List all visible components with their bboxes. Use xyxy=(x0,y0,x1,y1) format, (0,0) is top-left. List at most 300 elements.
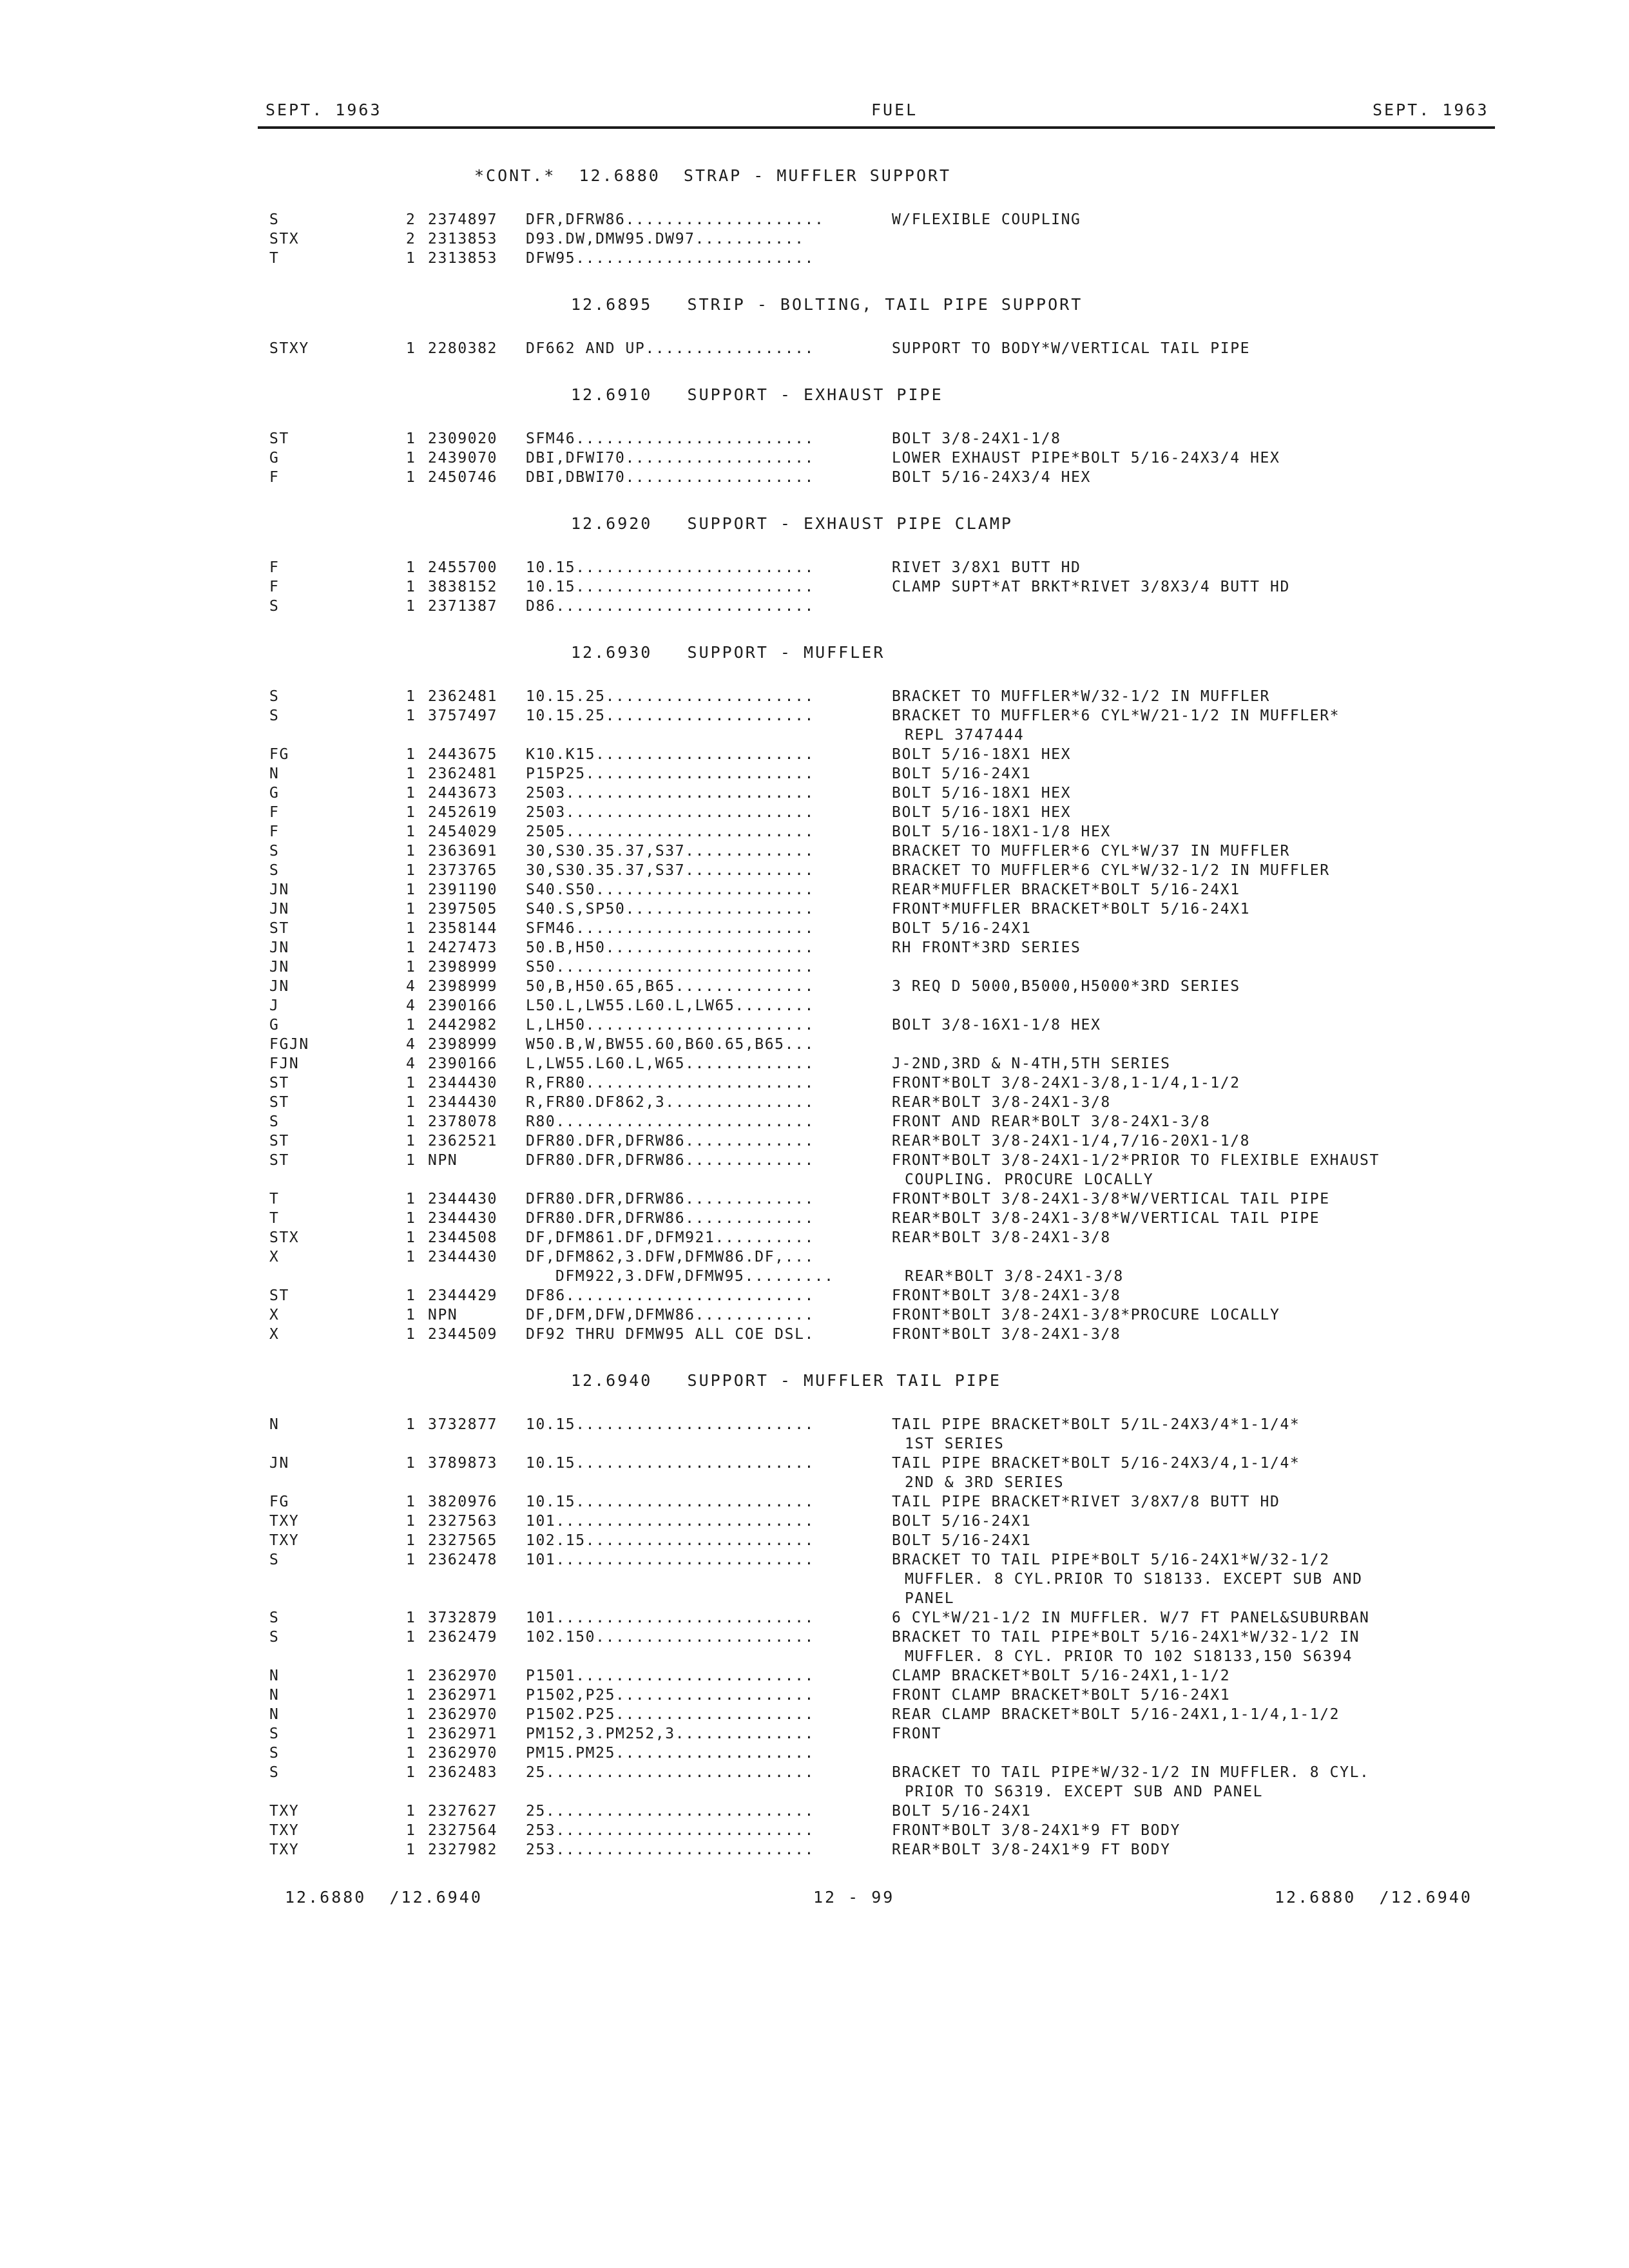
part-number: 2344430 xyxy=(428,1094,498,1111)
model-applicability: 10.15.25..................... xyxy=(526,688,815,705)
part-number: 2397505 xyxy=(428,901,498,918)
model-applicability: PM152,3.PM252,3.............. xyxy=(526,1725,815,1742)
parts-row xyxy=(0,1494,1629,1513)
model-applicability: DF92 THRU DFMW95 ALL COE DSL. xyxy=(526,1326,815,1343)
part-number: NPN xyxy=(428,1307,458,1323)
part-number: 2280382 xyxy=(428,340,498,357)
part-description: CLAMP BRACKET*BOLT 5/16-24X1,1-1/2 xyxy=(892,1667,1231,1684)
part-description: BOLT 5/16-24X1 xyxy=(892,920,1032,937)
quantity: 1 xyxy=(406,1249,416,1265)
quantity: 1 xyxy=(406,1513,416,1530)
part-number: 2443675 xyxy=(428,746,498,763)
model-applicability: DFR80.DFR,DFRW86............. xyxy=(526,1133,815,1149)
model-applicability: DFR80.DFR,DFRW86............. xyxy=(526,1210,815,1227)
part-number: 2391190 xyxy=(428,881,498,898)
part-description: J-2ND,3RD & N-4TH,5TH SERIES xyxy=(892,1055,1171,1072)
quantity: 1 xyxy=(406,1841,416,1858)
item-continuation-line xyxy=(0,1474,1629,1494)
quantity: 1 xyxy=(406,450,416,466)
series-code: JN xyxy=(269,939,289,956)
model-applicability: DF662 AND UP................. xyxy=(526,340,815,357)
parts-row xyxy=(0,469,1629,488)
parts-row xyxy=(0,430,1629,450)
part-number: 3820976 xyxy=(428,1494,498,1510)
model-applicability: L50.L,LW55.L60.L,LW65........ xyxy=(526,997,815,1014)
parts-row xyxy=(0,1094,1629,1113)
model-applicability: 25........................... xyxy=(526,1764,815,1781)
series-code: N xyxy=(269,1416,280,1433)
part-description: FRONT AND REAR*BOLT 3/8-24X1-3/8 xyxy=(892,1113,1211,1130)
parts-row xyxy=(0,1249,1629,1268)
quantity: 1 xyxy=(406,959,416,975)
series-code: STXY xyxy=(269,340,309,357)
series-code: S xyxy=(269,862,280,879)
section-header xyxy=(0,381,1629,411)
quantity: 1 xyxy=(406,688,416,705)
model-applicability: DF,DFM862,3.DFW,DFMW86.DF,... xyxy=(526,1249,815,1265)
part-description: REAR*BOLT 3/8-24X1-3/8 xyxy=(892,1229,1111,1246)
model-applicability: 10.15.25..................... xyxy=(526,707,815,724)
parts-row xyxy=(0,211,1629,231)
section-title: 12.6910 SUPPORT - EXHAUST PIPE xyxy=(571,385,943,404)
parts-row xyxy=(0,1307,1629,1326)
parts-row xyxy=(0,978,1629,997)
part-description: BOLT 5/16-24X1 xyxy=(892,765,1032,782)
part-number: 2427473 xyxy=(428,939,498,956)
quantity: 1 xyxy=(406,1229,416,1246)
parts-row xyxy=(0,559,1629,579)
part-description: RIVET 3/8X1 BUTT HD xyxy=(892,559,1081,576)
section-header xyxy=(0,291,1629,321)
quantity: 1 xyxy=(406,579,416,595)
quantity: 1 xyxy=(406,1210,416,1227)
model-applicability: DFR80.DFR,DFRW86............. xyxy=(526,1152,815,1169)
part-number: 2443673 xyxy=(428,785,498,802)
series-code: X xyxy=(269,1307,280,1323)
part-number: NPN xyxy=(428,1152,458,1169)
section-spacer xyxy=(0,1345,1629,1367)
model-continuation: DFM922,3.DFW,DFMW95......... xyxy=(555,1268,834,1285)
section-header xyxy=(0,639,1629,669)
part-number: 2362970 xyxy=(428,1667,498,1684)
description-continuation: REAR*BOLT 3/8-24X1-3/8 xyxy=(905,1268,1124,1285)
part-description: BOLT 5/16-18X1 HEX xyxy=(892,785,1072,802)
quantity: 1 xyxy=(406,785,416,802)
part-number: 2363691 xyxy=(428,843,498,860)
part-number: 2327565 xyxy=(428,1532,498,1549)
section-title: 12.6895 STRIP - BOLTING, TAIL PIPE SUPPORT xyxy=(571,295,1083,314)
section-header xyxy=(0,1367,1629,1397)
quantity: 1 xyxy=(406,1803,416,1820)
parts-row xyxy=(0,1455,1629,1474)
quantity: 1 xyxy=(406,1326,416,1343)
quantity: 1 xyxy=(406,1532,416,1549)
quantity: 1 xyxy=(406,920,416,937)
description-continuation: 2ND & 3RD SERIES xyxy=(905,1474,1065,1491)
part-description: FRONT*BOLT 3/8-24X1-3/8 xyxy=(892,1326,1121,1343)
quantity: 1 xyxy=(406,430,416,447)
section-title: 12.6920 SUPPORT - EXHAUST PIPE CLAMP xyxy=(571,514,1013,533)
model-applicability: 253.......................... xyxy=(526,1822,815,1839)
model-applicability: DFW95........................ xyxy=(526,250,815,267)
section-spacer xyxy=(0,1861,1629,1883)
section-header xyxy=(0,510,1629,540)
part-number: 2362970 xyxy=(428,1745,498,1762)
part-description: FRONT*MUFFLER BRACKET*BOLT 5/16-24X1 xyxy=(892,901,1251,918)
series-code: S xyxy=(269,707,280,724)
parts-row xyxy=(0,804,1629,823)
header-date-left: SEPT. 1963 xyxy=(265,101,382,119)
model-applicability: 101.......................... xyxy=(526,1552,815,1568)
section-spacer xyxy=(0,617,1629,639)
part-description: BOLT 5/16-24X1 xyxy=(892,1513,1032,1530)
parts-row xyxy=(0,997,1629,1017)
series-code: JN xyxy=(269,881,289,898)
model-applicability: P15P25....................... xyxy=(526,765,815,782)
part-description: REAR*BOLT 3/8-24X1-3/8*W/VERTICAL TAIL PIPE xyxy=(892,1210,1320,1227)
parts-row xyxy=(0,1629,1629,1648)
part-number: 2390166 xyxy=(428,1055,498,1072)
quantity: 1 xyxy=(406,862,416,879)
item-continuation-line xyxy=(0,1571,1629,1590)
quantity: 1 xyxy=(406,823,416,840)
quantity: 1 xyxy=(406,1113,416,1130)
part-number: 2313853 xyxy=(428,250,498,267)
part-description: LOWER EXHAUST PIPE*BOLT 5/16-24X3/4 HEX xyxy=(892,450,1280,466)
part-description: BRACKET TO MUFFLER*W/32-1/2 IN MUFFLER xyxy=(892,688,1270,705)
catalog-section xyxy=(0,1367,1629,1883)
model-applicability: 2505......................... xyxy=(526,823,815,840)
part-description: 6 CYL*W/21-1/2 IN MUFFLER. W/7 FT PANEL&SUBURBAN xyxy=(892,1610,1370,1626)
part-description: BOLT 3/8-16X1-1/8 HEX xyxy=(892,1017,1101,1033)
quantity: 1 xyxy=(406,559,416,576)
series-code: G xyxy=(269,450,280,466)
model-applicability: 10.15........................ xyxy=(526,1455,815,1472)
part-description: BOLT 5/16-24X1 xyxy=(892,1532,1032,1549)
series-code: JN xyxy=(269,978,289,995)
part-description: REAR*BOLT 3/8-24X1*9 FT BODY xyxy=(892,1841,1171,1858)
model-applicability: DF,DFM,DFW,DFMW86............ xyxy=(526,1307,815,1323)
description-continuation: COUPLING. PROCURE LOCALLY xyxy=(905,1171,1154,1188)
part-number: 3757497 xyxy=(428,707,498,724)
model-applicability: 102.15....................... xyxy=(526,1532,815,1549)
part-description: REAR*BOLT 3/8-24X1-1/4,7/16-20X1-1/8 xyxy=(892,1133,1251,1149)
section-spacer xyxy=(0,269,1629,291)
part-description: BRACKET TO TAIL PIPE*BOLT 5/16-24X1*W/32-1/2 xyxy=(892,1552,1330,1568)
part-number: 2344508 xyxy=(428,1229,498,1246)
header-rule xyxy=(258,126,1495,129)
part-description: BRACKET TO MUFFLER*6 CYL*W/21-1/2 IN MUFFLER* xyxy=(892,707,1340,724)
series-code: F xyxy=(269,823,280,840)
series-code: N xyxy=(269,1706,280,1723)
parts-row xyxy=(0,1152,1629,1171)
quantity: 1 xyxy=(406,939,416,956)
model-applicability: 101.......................... xyxy=(526,1513,815,1530)
part-number: 2358144 xyxy=(428,920,498,937)
item-continuation-line xyxy=(0,1268,1629,1287)
parts-row xyxy=(0,1133,1629,1152)
series-code: STX xyxy=(269,231,300,247)
item-continuation-line xyxy=(0,727,1629,746)
part-number: 3732877 xyxy=(428,1416,498,1433)
footer-page-number: 12 - 99 xyxy=(813,1888,895,1907)
quantity: 1 xyxy=(406,1745,416,1762)
part-number: 2344429 xyxy=(428,1287,498,1304)
part-number: 3789873 xyxy=(428,1455,498,1472)
part-number: 2398999 xyxy=(428,1036,498,1053)
item-continuation-line xyxy=(0,1436,1629,1455)
series-code: T xyxy=(269,1210,280,1227)
model-applicability: DF,DFM861.DF,DFM921.......... xyxy=(526,1229,815,1246)
part-description: BRACKET TO TAIL PIPE*BOLT 5/16-24X1*W/32-1/2 IN xyxy=(892,1629,1360,1646)
part-number: 2327627 xyxy=(428,1803,498,1820)
part-description: TAIL PIPE BRACKET*BOLT 5/16-24X3/4,1-1/4* xyxy=(892,1455,1300,1472)
series-code: ST xyxy=(269,430,289,447)
part-number: 2398999 xyxy=(428,959,498,975)
part-number: 2362970 xyxy=(428,1706,498,1723)
series-code: ST xyxy=(269,1094,289,1111)
part-description: 3 REQ D 5000,B5000,H5000*3RD SERIES xyxy=(892,978,1240,995)
series-code: X xyxy=(269,1326,280,1343)
parts-row xyxy=(0,688,1629,707)
part-description: BOLT 5/16-24X1 xyxy=(892,1803,1032,1820)
part-number: 2362971 xyxy=(428,1725,498,1742)
series-code: ST xyxy=(269,1075,289,1091)
quantity: 1 xyxy=(406,250,416,267)
series-code: F xyxy=(269,804,280,821)
parts-row xyxy=(0,598,1629,617)
part-description: TAIL PIPE BRACKET*RIVET 3/8X7/8 BUTT HD xyxy=(892,1494,1280,1510)
footer-range-right: 12.6880 /12.6940 xyxy=(1275,1888,1472,1907)
parts-row xyxy=(0,843,1629,862)
part-description: REAR CLAMP BRACKET*BOLT 5/16-24X1,1-1/4,1-1/2 xyxy=(892,1706,1340,1723)
item-continuation-line xyxy=(0,1783,1629,1803)
parts-row xyxy=(0,1841,1629,1861)
series-code: S xyxy=(269,1764,280,1781)
part-description: FRONT*BOLT 3/8-24X1-3/8*PROCURE LOCALLY xyxy=(892,1307,1280,1323)
parts-row xyxy=(0,1725,1629,1745)
quantity: 4 xyxy=(406,1055,416,1072)
parts-row xyxy=(0,1326,1629,1345)
part-number: 2450746 xyxy=(428,469,498,486)
model-applicability: DBI,DFWI70................... xyxy=(526,450,815,466)
part-description: BRACKET TO MUFFLER*6 CYL*W/37 IN MUFFLER xyxy=(892,843,1290,860)
part-description: REAR*MUFFLER BRACKET*BOLT 5/16-24X1 xyxy=(892,881,1240,898)
part-description: BRACKET TO MUFFLER*6 CYL*W/32-1/2 IN MUFFLER xyxy=(892,862,1330,879)
parts-row xyxy=(0,1764,1629,1783)
parts-row xyxy=(0,1113,1629,1133)
model-applicability: DFR,DFRW86.................... xyxy=(526,211,825,228)
model-applicability: 25........................... xyxy=(526,1803,815,1820)
series-code: FJN xyxy=(269,1055,300,1072)
model-applicability: 10.15........................ xyxy=(526,1416,815,1433)
series-code: ST xyxy=(269,1152,289,1169)
quantity: 1 xyxy=(406,843,416,860)
part-number: 2442982 xyxy=(428,1017,498,1033)
quantity: 1 xyxy=(406,1687,416,1704)
model-applicability: 50,B,H50.65,B65.............. xyxy=(526,978,815,995)
quantity: 1 xyxy=(406,901,416,918)
item-continuation-line xyxy=(0,1590,1629,1610)
part-description: BOLT 5/16-24X3/4 HEX xyxy=(892,469,1091,486)
parts-row xyxy=(0,579,1629,598)
parts-row xyxy=(0,1706,1629,1725)
part-description: BOLT 5/16-18X1-1/8 HEX xyxy=(892,823,1111,840)
series-code: S xyxy=(269,1610,280,1626)
model-applicability: SFM46........................ xyxy=(526,920,815,937)
quantity: 1 xyxy=(406,1152,416,1169)
quantity: 1 xyxy=(406,1133,416,1149)
parts-catalog-body xyxy=(0,162,1629,1883)
model-applicability: P1502,P25.................... xyxy=(526,1687,815,1704)
parts-row xyxy=(0,746,1629,765)
model-applicability: DBI,DBWI70................... xyxy=(526,469,815,486)
description-continuation: 1ST SERIES xyxy=(905,1436,1005,1452)
part-number: 2313853 xyxy=(428,231,498,247)
part-number: 2327563 xyxy=(428,1513,498,1530)
parts-row xyxy=(0,231,1629,250)
parts-row xyxy=(0,862,1629,881)
part-number: 2344430 xyxy=(428,1249,498,1265)
parts-row xyxy=(0,1191,1629,1210)
parts-row xyxy=(0,250,1629,269)
model-applicability: R,FR80.DF862,3............... xyxy=(526,1094,815,1111)
section-title: 12.6940 SUPPORT - MUFFLER TAIL PIPE xyxy=(571,1371,1001,1390)
parts-row xyxy=(0,1017,1629,1036)
quantity: 4 xyxy=(406,997,416,1014)
part-description: FRONT*BOLT 3/8-24X1-3/8,1-1/4,1-1/2 xyxy=(892,1075,1240,1091)
parts-row xyxy=(0,901,1629,920)
model-applicability: 10.15........................ xyxy=(526,559,815,576)
model-applicability: PM15.PM25.................... xyxy=(526,1745,815,1762)
quantity: 1 xyxy=(406,1552,416,1568)
parts-row xyxy=(0,1287,1629,1307)
model-applicability: DFR80.DFR,DFRW86............. xyxy=(526,1191,815,1207)
quantity: 1 xyxy=(406,1191,416,1207)
series-code: JN xyxy=(269,959,289,975)
quantity: 1 xyxy=(406,340,416,357)
part-number: 2362483 xyxy=(428,1764,498,1781)
part-description: BOLT 5/16-18X1 HEX xyxy=(892,746,1072,763)
parts-row xyxy=(0,765,1629,785)
series-code: J xyxy=(269,997,280,1014)
part-number: 2373765 xyxy=(428,862,498,879)
part-number: 3732879 xyxy=(428,1610,498,1626)
series-code: S xyxy=(269,1552,280,1568)
model-applicability: 253.......................... xyxy=(526,1841,815,1858)
parts-row xyxy=(0,1075,1629,1094)
header-section-title: FUEL xyxy=(871,101,918,119)
description-continuation: MUFFLER. 8 CYL.PRIOR TO S18133. EXCEPT SUB AND xyxy=(905,1571,1363,1588)
part-number: 2362481 xyxy=(428,688,498,705)
quantity: 1 xyxy=(406,881,416,898)
quantity: 2 xyxy=(406,231,416,247)
description-continuation: MUFFLER. 8 CYL. PRIOR TO 102 S18133,150 S6394 xyxy=(905,1648,1353,1665)
model-applicability: K10.K15...................... xyxy=(526,746,815,763)
parts-row xyxy=(0,450,1629,469)
model-applicability: R80.......................... xyxy=(526,1113,815,1130)
model-applicability: DF86......................... xyxy=(526,1287,815,1304)
part-number: 3838152 xyxy=(428,579,498,595)
part-number: 2362481 xyxy=(428,765,498,782)
series-code: X xyxy=(269,1249,280,1265)
part-description: FRONT xyxy=(892,1725,942,1742)
quantity: 1 xyxy=(406,1822,416,1839)
part-number: 2362478 xyxy=(428,1552,498,1568)
part-number: 2455700 xyxy=(428,559,498,576)
part-number: 2390166 xyxy=(428,997,498,1014)
quantity: 1 xyxy=(406,1455,416,1472)
parts-row xyxy=(0,340,1629,360)
item-continuation-line xyxy=(0,1648,1629,1667)
model-applicability: S40.S,SP50................... xyxy=(526,901,815,918)
series-code: G xyxy=(269,1017,280,1033)
quantity: 4 xyxy=(406,978,416,995)
quantity: 1 xyxy=(406,804,416,821)
part-description: FRONT*BOLT 3/8-24X1*9 FT BODY xyxy=(892,1822,1181,1839)
parts-row xyxy=(0,1229,1629,1249)
model-applicability: 10.15........................ xyxy=(526,579,815,595)
series-code: F xyxy=(269,559,280,576)
series-code: TXY xyxy=(269,1803,300,1820)
model-applicability: S50.......................... xyxy=(526,959,815,975)
parts-row xyxy=(0,1667,1629,1687)
series-code: G xyxy=(269,785,280,802)
quantity: 1 xyxy=(406,598,416,615)
series-code: STX xyxy=(269,1229,300,1246)
part-number: 2344430 xyxy=(428,1210,498,1227)
series-code: TXY xyxy=(269,1822,300,1839)
series-code: S xyxy=(269,843,280,860)
part-description: BRACKET TO TAIL PIPE*W/32-1/2 IN MUFFLER. 8 CYL. xyxy=(892,1764,1370,1781)
series-code: S xyxy=(269,211,280,228)
part-description: REAR*BOLT 3/8-24X1-3/8 xyxy=(892,1094,1111,1111)
part-number: 2344430 xyxy=(428,1075,498,1091)
description-continuation: PANEL xyxy=(905,1590,955,1607)
parts-row xyxy=(0,1055,1629,1075)
series-code: S xyxy=(269,1725,280,1742)
quantity: 1 xyxy=(406,469,416,486)
part-number: 2439070 xyxy=(428,450,498,466)
section-spacer xyxy=(0,360,1629,381)
part-number: 2309020 xyxy=(428,430,498,447)
quantity: 1 xyxy=(406,765,416,782)
quantity: 1 xyxy=(406,1075,416,1091)
part-description: W/FLEXIBLE COUPLING xyxy=(892,211,1081,228)
parts-row xyxy=(0,1532,1629,1552)
quantity: 4 xyxy=(406,1036,416,1053)
series-code: N xyxy=(269,1687,280,1704)
parts-row xyxy=(0,823,1629,843)
quantity: 2 xyxy=(406,211,416,228)
model-applicability: 102.150...................... xyxy=(526,1629,815,1646)
model-applicability: 50.B,H50..................... xyxy=(526,939,815,956)
model-applicability: 101.......................... xyxy=(526,1610,815,1626)
parts-row xyxy=(0,881,1629,901)
part-number: 2362479 xyxy=(428,1629,498,1646)
series-code: TXY xyxy=(269,1532,300,1549)
header-date-right: SEPT. 1963 xyxy=(1373,101,1489,119)
series-code: ST xyxy=(269,1133,289,1149)
catalog-section xyxy=(0,381,1629,510)
part-number: 2327564 xyxy=(428,1822,498,1839)
model-applicability: P1501........................ xyxy=(526,1667,815,1684)
quantity: 1 xyxy=(406,1307,416,1323)
series-code: N xyxy=(269,765,280,782)
quantity: 1 xyxy=(406,1017,416,1033)
quantity: 1 xyxy=(406,1764,416,1781)
description-continuation: REPL 3747444 xyxy=(905,727,1025,744)
